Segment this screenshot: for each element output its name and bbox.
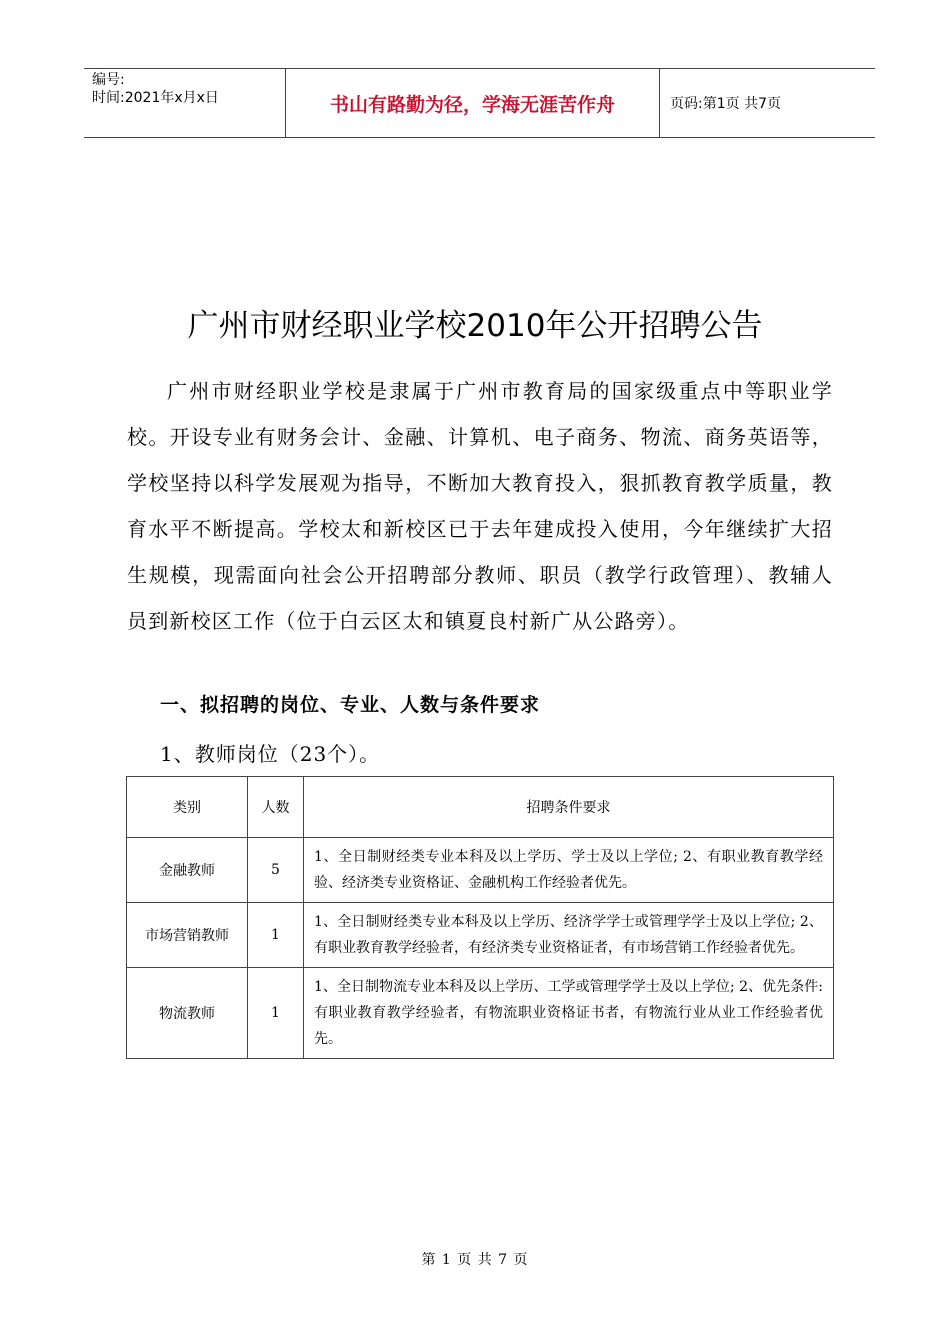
- page-header: [84, 68, 875, 138]
- row-count: 1: [248, 968, 304, 1059]
- page-footer: 第 1 页 共 7 页: [421, 1252, 529, 1268]
- code-label: 编号:: [92, 72, 125, 88]
- date-label: 时间:2021年x月x日: [92, 90, 219, 106]
- header-page-number: 页码:第1页 共7页: [670, 96, 781, 112]
- table-row: [127, 903, 834, 968]
- header-category: 类别: [127, 777, 248, 838]
- intro-paragraph: 广州市财经职业学校是隶属于广州市教育局的国家级重点中等职业学校。开设专业有财务会计、金融、计算机、电子商务、物流、商务英语等，学校坚持以科学发展观为指导，不断加大教育投入，狠抓教育教学质量，教育水平不断提高。学校太和新校区已于去年建成投入使用，今年继续扩大招生规模，现需面向社会公开招聘部分教师、职员（教学行政管理）、教辅人员到新校区工作（位于白云区太和镇夏良村新广从公路旁）。: [127, 379, 833, 633]
- positions-table: [126, 776, 834, 1059]
- subheading: 1、教师岗位（23个）。: [160, 742, 381, 766]
- table-header-row: [127, 777, 834, 838]
- header-meta: [84, 69, 286, 137]
- document-title: 广州市财经职业学校2010年公开招聘公告: [187, 308, 763, 344]
- section-heading: 一、拟招聘的岗位、专业、人数与条件要求: [160, 694, 541, 716]
- header-count: 人数: [248, 777, 304, 838]
- header-requirements: 招聘条件要求: [304, 777, 834, 838]
- row-count: 5: [248, 838, 304, 903]
- row-requirements: 1、全日制财经类专业本科及以上学历、经济学学士或管理学学士及以上学位; 2、有职业教育教学经验者，有经济类专业资格证者，有市场营销工作经验者优先。: [304, 903, 834, 968]
- table-row: [127, 968, 834, 1059]
- row-count: 1: [248, 903, 304, 968]
- row-category: 市场营销教师: [127, 903, 248, 968]
- row-category: 金融教师: [127, 838, 248, 903]
- row-requirements: 1、全日制物流专业本科及以上学历、工学或管理学学士及以上学位; 2、优先条件: 有职业教育教学经验者，有物流职业资格证书者，有物流行业从业工作经验者优先。: [304, 968, 834, 1059]
- header-motto: 书山有路勤为径，学海无涯苦作舟: [286, 69, 660, 137]
- row-requirements: 1、全日制财经类专业本科及以上学历、学士及以上学位; 2、有职业教育教学经验、经济类专业资格证、金融机构工作经验者优先。: [304, 838, 834, 903]
- row-category: 物流教师: [127, 968, 248, 1059]
- table-row: [127, 838, 834, 903]
